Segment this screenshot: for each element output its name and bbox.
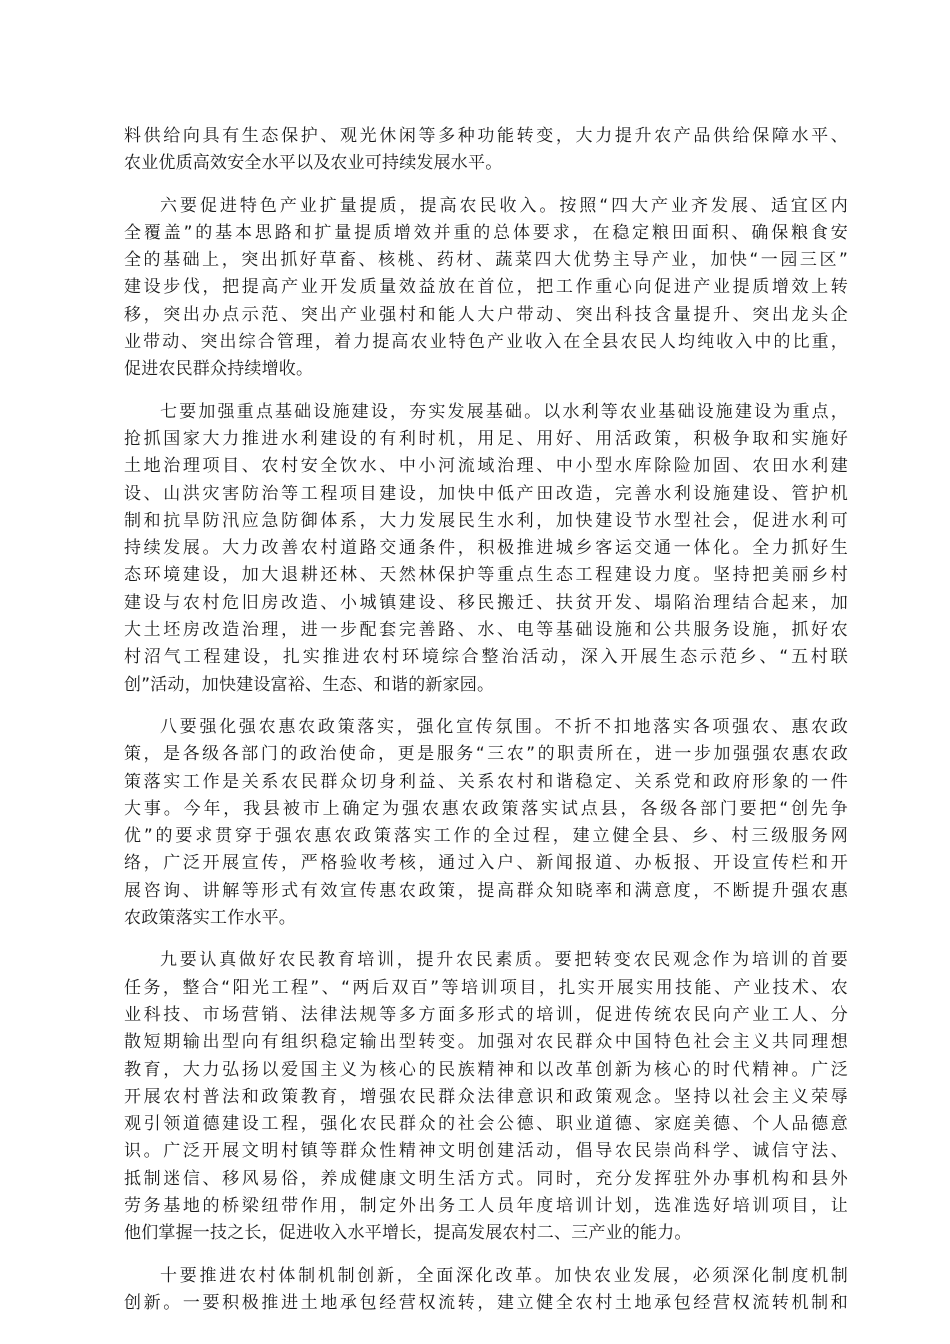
paragraph xyxy=(124,193,848,384)
paragraph-line: 优”的要求贯穿于强农惠农政策落实工作的全过程，建立健全县、乡、村三级服务网 xyxy=(124,826,848,847)
paragraph-line: 策，是各级各部门的政治使命，更是服务“三农”的职责所在，进一步加强强农惠农政 xyxy=(124,744,848,765)
paragraph xyxy=(124,123,848,178)
paragraph-line: 全的基础上，突出抓好草畜、核桃、药材、蔬菜四大优势主导产业，加快“一园三区” xyxy=(124,250,848,271)
paragraph-line: 业带动、突出综合管理，着力提高农业特色产业收入在全县农民人均纯收入中的比重， xyxy=(124,332,848,353)
paragraph-line: 策落实工作是关系农民群众切身利益、关系农村和谐稳定、关系党和政府形象的一件 xyxy=(124,771,848,792)
paragraph-line: 料供给向具有生态保护、观光休闲等多种功能转变，大力提升农产品供给保障水平、 xyxy=(124,126,848,146)
paragraph-line: 土地治理项目、农村安全饮水、中小河流域治理、中小型水库除险加固、农田水利建 xyxy=(124,456,848,477)
paragraph xyxy=(124,1263,848,1318)
paragraph-line: 九要认真做好农民教育培训，提升农民素质。要把转变农民观念作为培训的首要 xyxy=(160,950,848,971)
paragraph-line: 创”活动，加快建设富裕、生态、和谐的新家园。 xyxy=(124,674,495,695)
paragraph-line: 观引领道德建设工程，强化农民群众的社会公德、职业道德、家庭美德、个人品德意 xyxy=(124,1114,848,1135)
paragraph-line: 村沼气工程建设，扎实推进农村环境综合整治活动，深入开展生态示范乡、“五村联 xyxy=(124,647,848,668)
paragraph-line: 建设步伐，把提高产业开发质量效益放在首位，把工作重心向促进产业提质增效上转 xyxy=(124,277,848,298)
paragraph-line: 抵制迷信、移风易俗，养成健康文明生活方式。同时，充分发挥驻外办事机构和县外 xyxy=(124,1168,848,1189)
paragraph-line: 八要强化强农惠农政策落实，强化宣传氛围。不折不扣地落实各项强农、惠农政 xyxy=(160,716,848,737)
paragraph-line: 六要促进特色产业扩量提质，提高农民收入。按照“四大产业齐发展、适宜区内 xyxy=(160,195,848,216)
paragraph-line: 展咨询、讲解等形式有效宣传惠农政策，提高群众知晓率和满意度，不断提升强农惠 xyxy=(124,880,848,901)
paragraph-line: 促进农民群众持续增收。 xyxy=(124,359,314,380)
paragraph xyxy=(124,714,848,932)
paragraph-line: 散短期输出型向有组织稳定输出型转变。加强对农民群众中国特色社会主义共同理想 xyxy=(124,1032,848,1053)
paragraph-line: 任务，整合“阳光工程”、“两后双百”等培训项目，扎实开展实用技能、产业技术、农 xyxy=(124,977,848,998)
paragraph-line: 开展农村普法和政策教育，增强农民群众法律意识和政策观念。坚持以社会主义荣辱 xyxy=(124,1086,848,1107)
document-body xyxy=(124,123,848,1332)
paragraph-line: 络，广泛开展宣传，严格验收考核，通过入户、新闻报道、办板报、开设宣传栏和开 xyxy=(124,853,848,874)
paragraph-line: 十要推进农村体制机制创新，全面深化改革。加快农业发展，必须深化制度机制 xyxy=(160,1265,848,1286)
paragraph-line: 业科技、市场营销、法律法规等多方面多形式的培训，促进传统农民向产业工人、分 xyxy=(124,1004,848,1025)
paragraph-line: 建设与农村危旧房改造、小城镇建设、移民搬迁、扶贫开发、塌陷治理结合起来，加 xyxy=(124,592,848,613)
paragraph-line: 大土坯房改造治理，进一步配套完善路、水、电等基础设施和公共服务设施，抓好农 xyxy=(124,620,848,641)
paragraph-line: 全覆盖”的基本思路和扩量提质增效并重的总体要求，在稳定粮田面积、确保粮食安 xyxy=(124,222,848,243)
paragraph-line: 七要加强重点基础设施建设，夯实发展基础。以水利等农业基础设施建设为重点， xyxy=(160,401,848,422)
paragraph-line: 态环境建设，加大退耕还林、天然林保护等重点生态工程建设力度。坚持把美丽乡村 xyxy=(124,565,848,586)
paragraph-line: 持续发展。大力改善农村道路交通条件，积极推进城乡客运交通一体化。全力抓好生 xyxy=(124,538,848,559)
paragraph xyxy=(124,399,848,699)
paragraph-line: 制和抗旱防汛应急防御体系，大力发展民生水利，加快建设节水型社会，促进水利可 xyxy=(124,510,848,531)
paragraph-line: 劳务基地的桥梁纽带作用，制定外出务工人员年度培训计划，选准选好培训项目，让 xyxy=(124,1195,848,1216)
paragraph-line: 抢抓国家大力推进水利建设的有利时机，用足、用好、用活政策，积极争取和实施好 xyxy=(124,428,848,449)
paragraph-line: 设、山洪灾害防治等工程项目建设，加快中低产田改造，完善水利设施建设、管护机 xyxy=(124,483,848,504)
paragraph-line: 识。广泛开展文明村镇等群众性精神文明创建活动，倡导农民崇尚科学、诚信守法、 xyxy=(124,1141,848,1162)
paragraph-line: 教育，大力弘扬以爱国主义为核心的民族精神和以改革创新为核心的时代精神。广泛 xyxy=(124,1059,848,1080)
paragraph-line: 农业优质高效安全水平以及农业可持续发展水平。 xyxy=(124,153,503,174)
paragraph-line: 大事。今年，我县被市上确定为强农惠农政策落实试点县，各级各部门要把“创先争 xyxy=(124,798,848,819)
paragraph-line: 农政策落实工作水平。 xyxy=(124,908,296,929)
paragraph xyxy=(124,947,848,1247)
paragraph-line: 创新。一要积极推进土地承包经营权流转，建立健全农村土地承包经营权流转机制和 xyxy=(124,1292,848,1313)
paragraph-line: 移，突出办点示范、突出产业强村和能人大户带动、突出科技含量提升、突出龙头企 xyxy=(124,304,848,325)
paragraph-line: 他们掌握一技之长，促进收入水平增长，提高发展农村二、三产业的能力。 xyxy=(124,1223,692,1244)
